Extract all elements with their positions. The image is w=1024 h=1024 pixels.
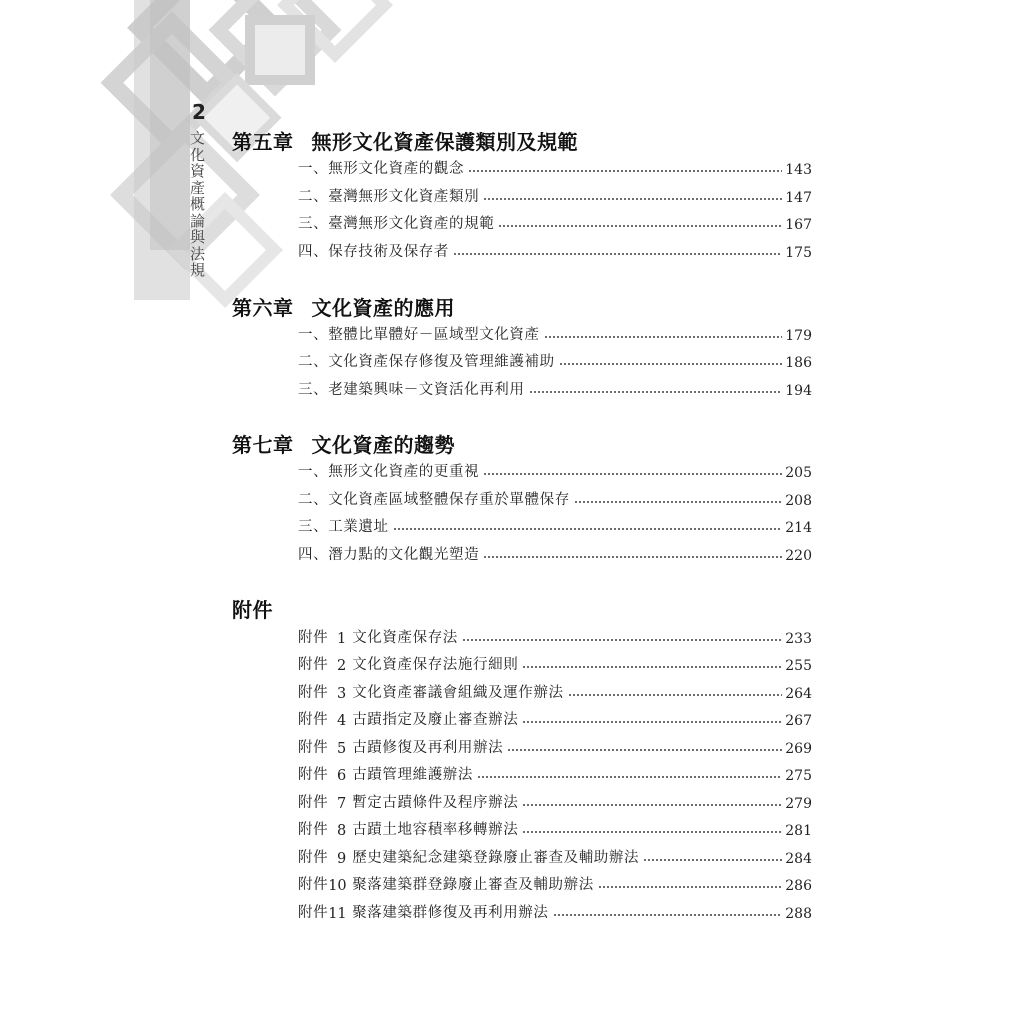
toc-page-number: 205 [785, 465, 812, 481]
toc-entry [298, 235, 812, 261]
dot-leader [553, 912, 783, 917]
toc-entry-title: 一、無形文化資產的觀念 [298, 161, 465, 177]
toc-page-number: 167 [785, 217, 812, 233]
appendix-title: 古蹟土地容積率移轉辦法 [352, 822, 519, 838]
chapter-label: 第六章 [232, 296, 294, 320]
toc-entry-title: 二、文化資產保存修復及管理維護補助 [298, 354, 555, 370]
dot-leader [559, 361, 783, 366]
toc-page-number: 279 [785, 796, 812, 812]
dot-leader [643, 857, 782, 862]
appendix-prefix: 附件 [298, 630, 329, 646]
toc-entry-title: 二、臺灣無形文化資產類別 [298, 189, 480, 205]
toc-page-number: 255 [785, 658, 812, 674]
appendix-prefix: 附件 [298, 822, 329, 838]
toc-entry [298, 345, 812, 371]
appendix-entry [298, 731, 812, 757]
toc-page-number: 143 [785, 162, 812, 178]
appendix-title: 文化資產保存法施行細則 [352, 657, 519, 673]
dot-leader [468, 168, 782, 173]
appendix-number: 3 [336, 686, 347, 702]
chapter-heading [232, 429, 455, 458]
toc-page-number: 269 [785, 741, 812, 757]
appendix-entry [298, 676, 812, 702]
dot-leader [574, 499, 782, 504]
appendix-heading: 附件 [232, 598, 273, 622]
toc-entry-title: 一、整體比單體好－區域型文化資產 [298, 327, 540, 343]
appendix-entry [298, 786, 812, 812]
toc-entry-title: 四、保存技術及保存者 [298, 244, 449, 260]
appendix-number: 10 [328, 878, 347, 894]
dot-leader [483, 471, 782, 476]
appendix-entry [298, 648, 812, 674]
page-number: 2 [192, 100, 206, 124]
toc-page-number: 275 [785, 768, 812, 784]
chapter-title: 無形文化資產保護類別及規範 [311, 130, 578, 154]
book-title: 文化資產概論與法規 [190, 129, 206, 279]
toc-entry-title: 一、無形文化資產的更重視 [298, 464, 480, 480]
appendix-prefix: 附件 [298, 712, 329, 728]
toc-page-number: 284 [785, 851, 812, 867]
dot-leader [483, 196, 782, 201]
toc-page-number: 186 [785, 355, 812, 371]
appendix-prefix: 附件 [298, 657, 329, 673]
toc-entry [298, 455, 812, 481]
appendix-number: 7 [336, 796, 347, 812]
appendix-number: 2 [336, 658, 347, 674]
appendix-prefix: 附件 [298, 905, 329, 921]
appendix-entry [298, 868, 812, 894]
toc-entry-title: 二、文化資產區域整體保存重於單體保存 [298, 492, 570, 508]
appendix-title: 歷史建築紀念建築登錄廢止審查及輔助辦法 [352, 850, 640, 866]
appendix-title: 暫定古蹟條件及程序辦法 [352, 795, 519, 811]
appendix-entry [298, 621, 812, 647]
toc-page-number: 208 [785, 493, 812, 509]
appendix-title: 古蹟指定及廢止審查辦法 [352, 712, 519, 728]
toc-page-number: 288 [785, 906, 812, 922]
toc-entry-title: 三、工業遺址 [298, 519, 389, 535]
appendix-entry [298, 813, 812, 839]
toc-page-number: 194 [785, 383, 812, 399]
dot-leader [393, 526, 783, 531]
dot-leader [477, 774, 782, 779]
appendix-number: 8 [336, 823, 347, 839]
appendix-prefix: 附件 [298, 740, 329, 756]
toc-page-number: 147 [785, 190, 812, 206]
dot-leader [498, 223, 782, 228]
dot-leader [462, 637, 782, 642]
toc-page-number: 233 [785, 631, 812, 647]
chapter-heading [232, 126, 578, 155]
toc-page-number: 281 [785, 823, 812, 839]
dot-leader [522, 802, 782, 807]
chapter-label: 第七章 [232, 433, 294, 457]
appendix-title: 文化資產審議會組織及運作辦法 [352, 685, 564, 701]
toc-entry-title: 四、潛力點的文化觀光塑造 [298, 547, 480, 563]
chapter-heading [232, 292, 455, 321]
dot-leader [529, 389, 783, 394]
toc-entry [298, 373, 812, 399]
appendix-entry [298, 896, 812, 922]
dot-leader [522, 664, 782, 669]
appendix-prefix: 附件 [298, 767, 329, 783]
appendix-title: 古蹟管理維護辦法 [352, 767, 474, 783]
appendix-prefix: 附件 [298, 685, 329, 701]
toc-entry-title: 三、老建築興味－文資活化再利用 [298, 382, 525, 398]
toc-entry [298, 180, 812, 206]
appendix-entry [298, 841, 812, 867]
appendix-title: 文化資產保存法 [352, 630, 458, 646]
dot-leader [598, 884, 782, 889]
appendix-number: 5 [336, 741, 347, 757]
appendix-title: 古蹟修復及再利用辦法 [352, 740, 504, 756]
toc-entry-title: 三、臺灣無形文化資產的規範 [298, 216, 495, 232]
appendix-title: 聚落建築群修復及再利用辦法 [352, 905, 549, 921]
toc-entry [298, 207, 812, 233]
toc-entry [298, 318, 812, 344]
dot-leader [522, 829, 782, 834]
appendix-number: 4 [336, 713, 347, 729]
appendix-number: 9 [336, 851, 347, 867]
appendix-number: 6 [336, 768, 347, 784]
appendix-prefix: 附件 [298, 877, 329, 893]
toc-page-number: 267 [785, 713, 812, 729]
appendix-entry [298, 703, 812, 729]
toc-entry [298, 538, 812, 564]
chapter-label: 第五章 [232, 130, 294, 154]
dot-leader [544, 334, 783, 339]
dot-leader [483, 554, 782, 559]
appendix-prefix: 附件 [298, 850, 329, 866]
toc-entry [298, 510, 812, 536]
dot-leader [507, 747, 782, 752]
appendix-title: 聚落建築群登錄廢止審查及輔助辦法 [352, 877, 594, 893]
toc-page-number: 175 [785, 245, 812, 261]
dot-leader [522, 719, 782, 724]
chapter-title: 文化資產的應用 [311, 296, 455, 320]
appendix-number: 1 [336, 631, 347, 647]
toc-page-number: 286 [785, 878, 812, 894]
appendix-prefix: 附件 [298, 795, 329, 811]
toc-page-number: 264 [785, 686, 812, 702]
chapter-title: 文化資產的趨勢 [311, 433, 455, 457]
toc-page-number: 214 [785, 520, 812, 536]
toc-entry [298, 152, 812, 178]
toc-page-number: 179 [785, 328, 812, 344]
dot-leader [453, 251, 782, 256]
toc-page-number: 220 [785, 548, 812, 564]
appendix-number: 11 [328, 906, 347, 922]
dot-leader [568, 692, 783, 697]
toc-entry [298, 483, 812, 509]
appendix-entry [298, 758, 812, 784]
